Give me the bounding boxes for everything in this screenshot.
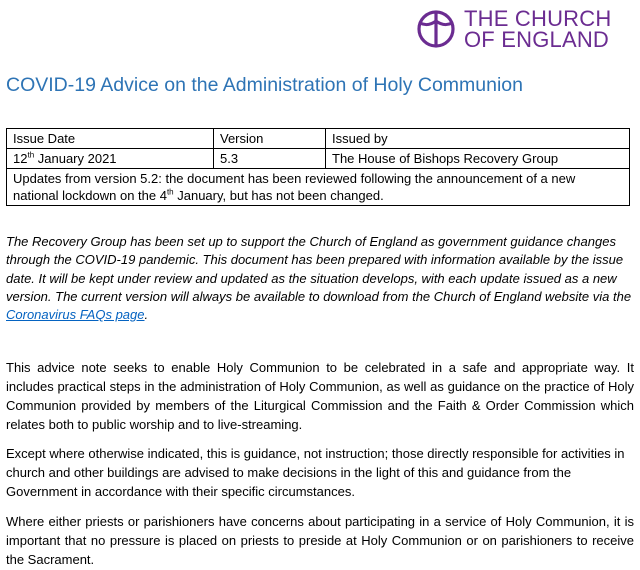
church-of-england-logo (416, 8, 611, 50)
document-title: COVID-19 Advice on the Administration of Holy Communion (6, 74, 523, 96)
updates-note: Updates from version 5.2: the document has been reviewed following the announcement of a new national lockdown on the 4th January, but has not been changed. (7, 169, 630, 206)
issue-date-value: 12th January 2021 (7, 149, 214, 169)
version-value: 5.3 (214, 149, 326, 169)
issue-date-header: Issue Date (7, 129, 214, 149)
logo-wordmark (464, 8, 611, 50)
table-header-row (7, 129, 630, 149)
coronavirus-faqs-link[interactable]: Coronavirus FAQs page (6, 307, 145, 323)
body-paragraph-1: This advice note seeks to enable Holy Communion to be celebrated in a safe and appropriate way. It includes practical steps in the administration of Holy Communion, as well as guidance on the practice of Holy Communion provided by members of the Liturgical Commission and the Faith & Order Commission which relates both to public worship and to live-streaming. (6, 360, 634, 432)
recovery-group-note: The Recovery Group has been set up to support the Church of England as government guidance changes through the COVID-19 pandemic. This document has been prepared with information available by the issue date. It will be kept under review and updated as the situation develops, with each update issued as a new version. The current version will always be available to download from the Church of England website via the Coronavirus FAQs page. (6, 234, 632, 323)
issued-by-value: The House of Bishops Recovery Group (326, 149, 630, 169)
issued-by-header: Issued by (326, 129, 630, 149)
logo-line-1: THE CHURCH (464, 6, 612, 31)
issue-info-table (6, 128, 630, 206)
logo-line-2: OF ENGLAND (464, 27, 610, 52)
church-cross-logo-icon (416, 9, 456, 49)
table-row (7, 149, 630, 169)
body-paragraph-2: Except where otherwise indicated, this is guidance, not instruction; those directly responsible for activities in church and other buildings are advised to make decisions in the light of this and guidance from the Government in accordance with their specific circumstances. (6, 446, 625, 499)
body-paragraph-3: Where either priests or parishioners have concerns about participating in a service of Holy Communion, it is important that no pressure is placed on priests to preside at Holy Communion or on parishioners to receive the Sacrament. (6, 514, 634, 567)
version-header: Version (214, 129, 326, 149)
updates-row (7, 169, 630, 206)
